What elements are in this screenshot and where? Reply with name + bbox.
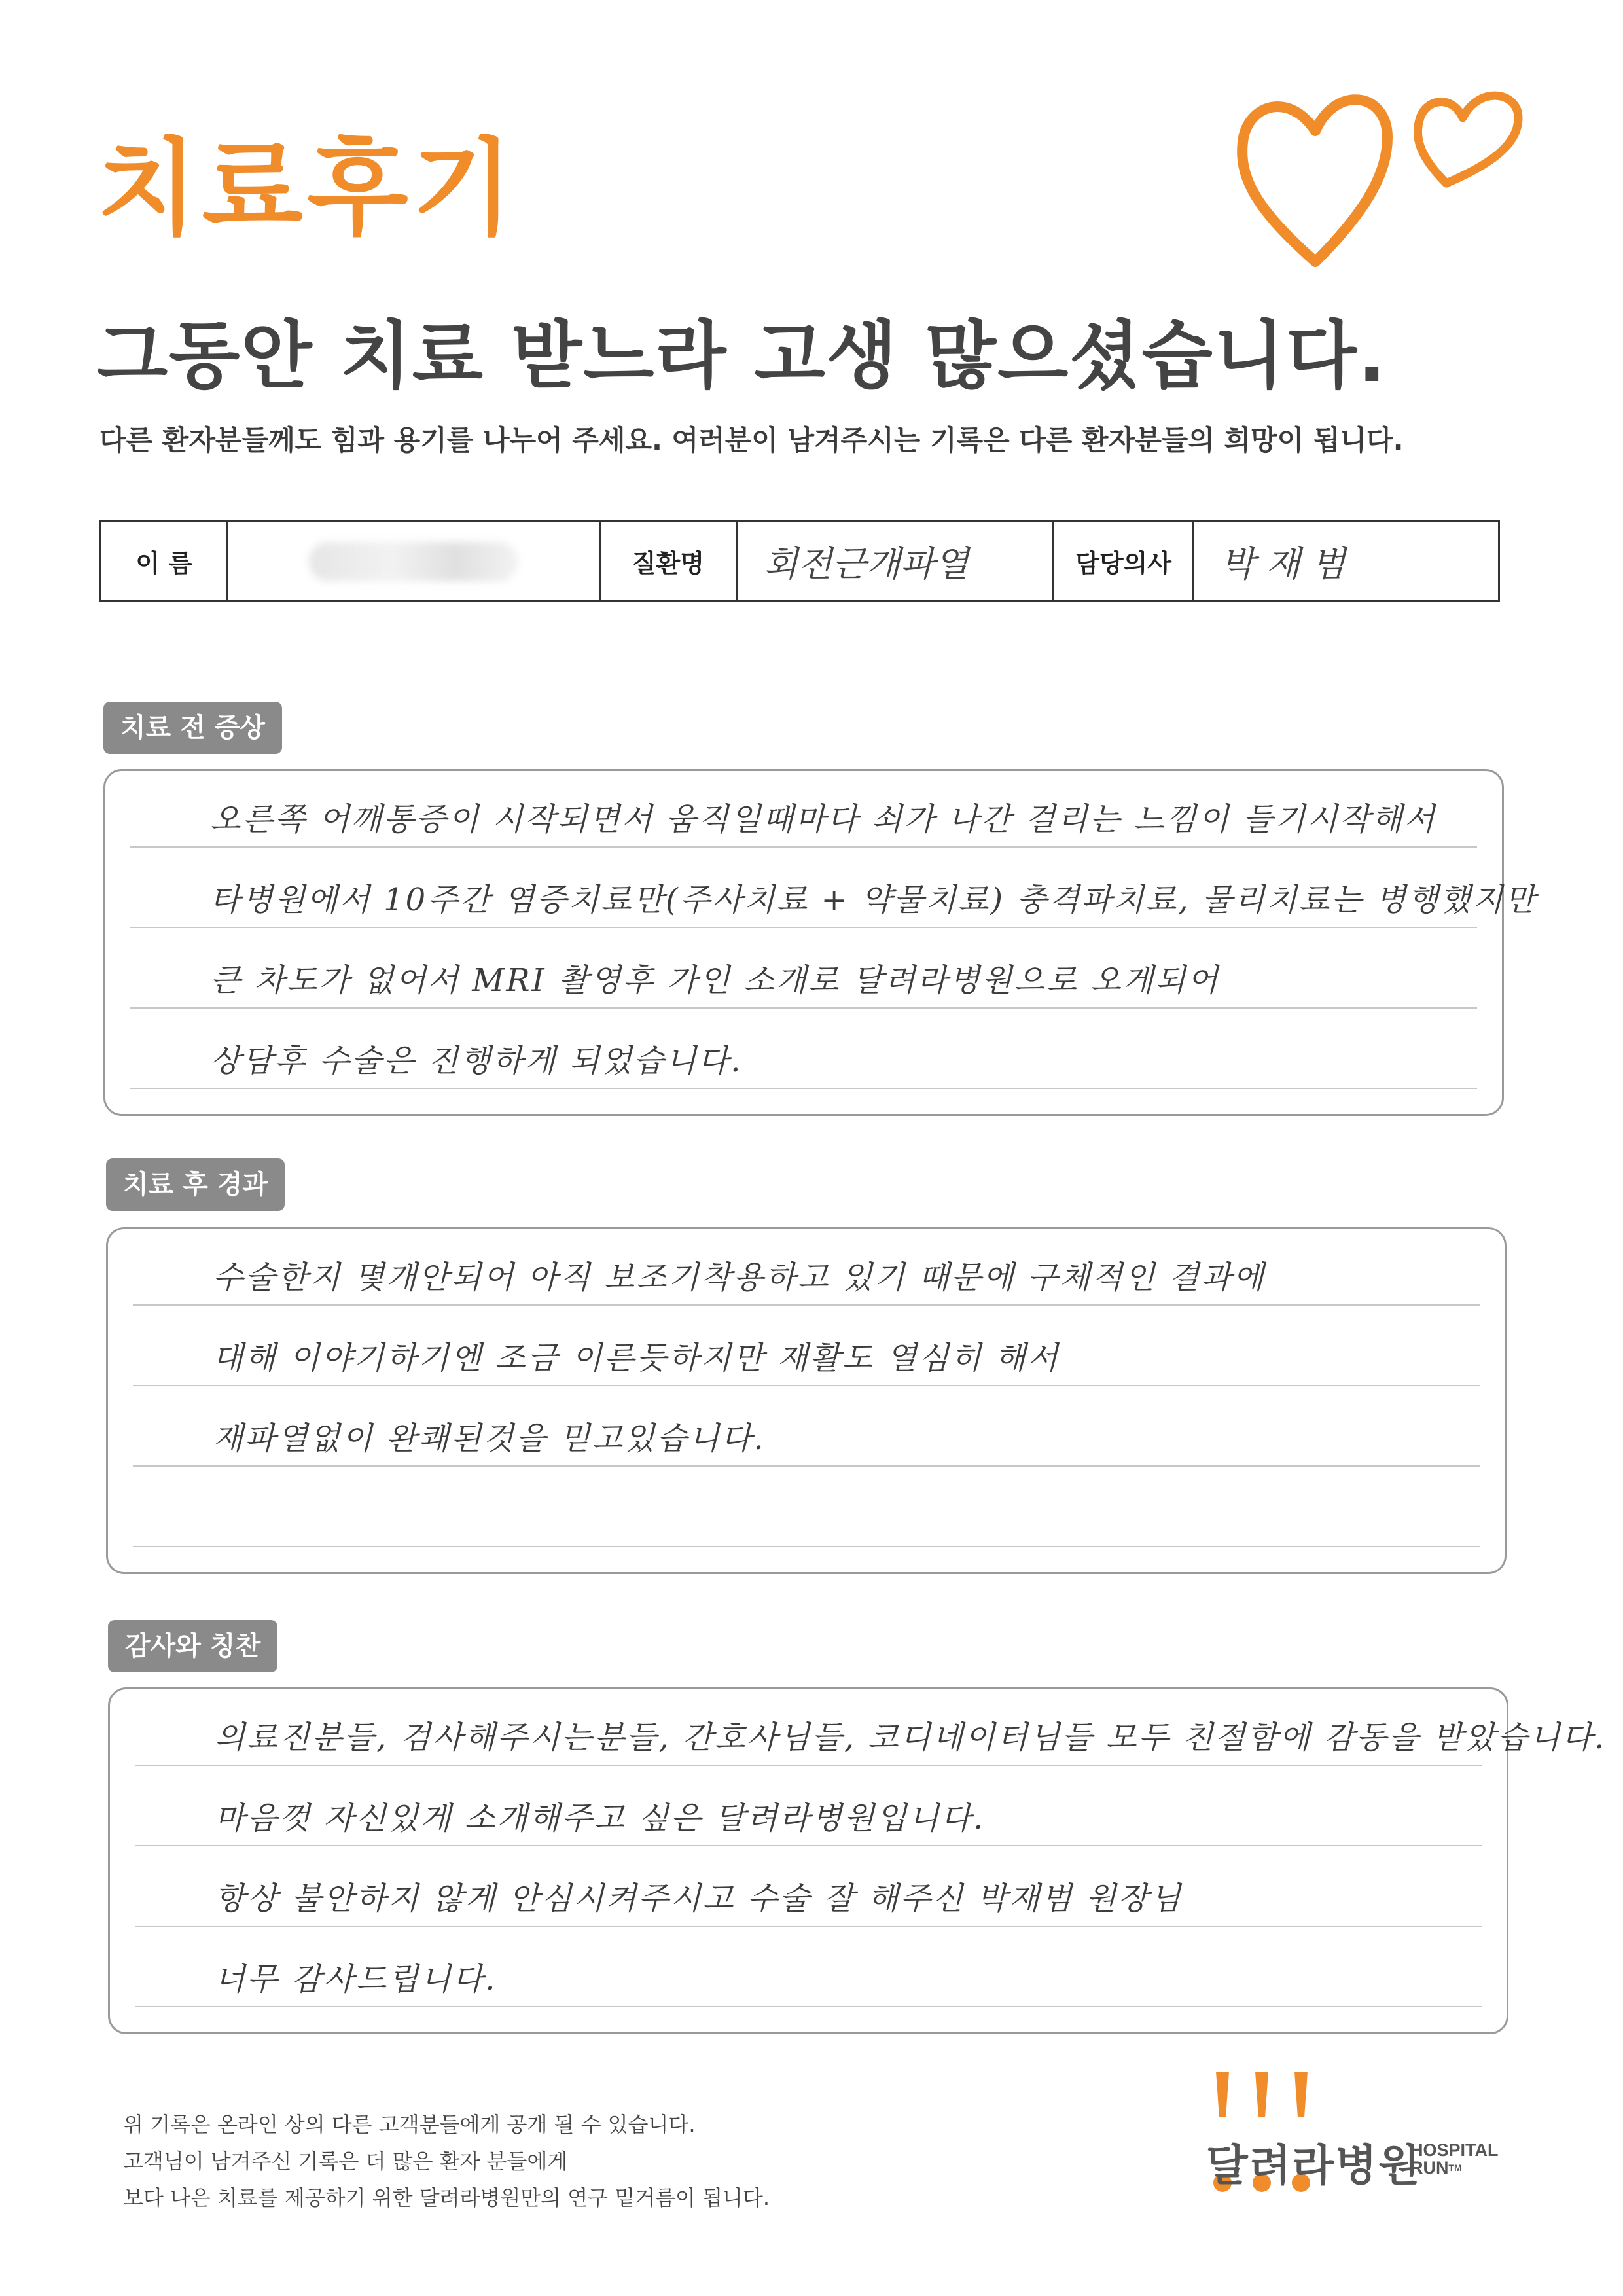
ruled-line (133, 1304, 1480, 1306)
section-tag-thanks: 감사와 칭찬 (108, 1620, 277, 1672)
disease-label: 질환명 (601, 522, 738, 600)
handwritten-line: 큰 차도가 없어서 MRI 촬영후 가인 소개로 달려라병원으로 오게되어 (210, 962, 1220, 999)
footer-notice (123, 2106, 770, 2216)
handwritten-line: 수술한지 몇개안되어 아직 보조기착용하고 있기 때문에 구체적인 결과에 (213, 1259, 1266, 1296)
logo-english-line2: RUN (1410, 2158, 1449, 2178)
headline: 그동안 치료 받느라 고생 많으셨습니다. (97, 314, 1387, 399)
ruled-line (135, 1926, 1482, 1927)
ruled-line (135, 1765, 1482, 1766)
doctor-value: 박 재 범 (1221, 543, 1346, 584)
logo-korean: 달려라병원 (1206, 2140, 1421, 2191)
ruled-line (135, 1845, 1482, 1846)
redacted-name (309, 542, 518, 581)
handwritten-line: 의료진분들, 검사해주시는분들, 간호사님들, 코디네이터님들 모두 친절함에 감동을 받았습니다. (215, 1719, 1607, 1756)
ruled-line (133, 1546, 1480, 1547)
section-box-after (106, 1227, 1507, 1574)
ruled-line (130, 846, 1477, 848)
logo-english-line1: HOSPITAL (1410, 2140, 1499, 2160)
hearts-decoration-icon (1230, 65, 1544, 288)
doctor-label: 담당의사 (1054, 522, 1194, 600)
handwritten-line: 대해 이야기하기엔 조금 이른듯하지만 재활도 열심히 해서 (213, 1340, 1060, 1376)
logo-trademark: TM (1448, 2162, 1462, 2173)
handwritten-line: 오른쪽 어깨통증이 시작되면서 움직일때마다 쇠가 나간 걸리는 느낌이 들기시작해서 (210, 801, 1436, 838)
footer-line: 보다 나은 치료를 제공하기 위한 달려라병원만의 연구 밑거름이 됩니다. (123, 2185, 770, 2210)
ruled-line (130, 1088, 1477, 1089)
name-label: 이 름 (101, 522, 228, 600)
section-box-before (103, 769, 1537, 1116)
handwritten-line: 재파열없이 완쾌된것을 믿고있습니다. (213, 1420, 766, 1457)
ruled-line (133, 1465, 1480, 1467)
handwritten-line: 타병원에서 10주간 염증치료만(주사치료 + 약물치료) 충격파치료, 물리치료는 병행했지만 (210, 882, 1537, 918)
section-tag-before: 치료 전 증상 (103, 702, 282, 754)
footer-line: 위 기록은 온라인 상의 다른 고객분들에게 공개 될 수 있습니다. (123, 2112, 696, 2137)
disease-value: 회전근개파열 (738, 522, 1054, 600)
name-value-redacted (228, 522, 600, 600)
ruled-line (130, 927, 1477, 928)
page-title: 치료후기 (97, 127, 518, 249)
handwritten-line: 항상 불안하지 않게 안심시켜주시고 수술 잘 해주신 박재범 원장님 (215, 1880, 1183, 1917)
ruled-line (135, 2006, 1482, 2007)
handwritten-line: 상담후 수술은 진행하게 되었습니다. (210, 1043, 743, 1079)
footer-line: 고객님이 남겨주신 기록은 더 많은 환자 분들에게 (123, 2149, 568, 2174)
ruled-line (130, 1007, 1477, 1009)
handwritten-line: 마음껏 자신있게 소개해주고 싶은 달려라병원입니다. (215, 1800, 986, 1837)
info-table (99, 520, 1500, 602)
section-tag-after: 치료 후 경과 (106, 1158, 285, 1211)
section-box-thanks (108, 1687, 1607, 2034)
handwritten-line: 너무 감사드립니다. (215, 1961, 497, 1998)
subline: 다른 환자분들께도 힘과 용기를 나누어 주세요. 여러분이 남겨주시는 기록은 다른 환자분들의 희망이 됩니다. (99, 424, 1404, 456)
logo-english (1410, 2142, 1499, 2177)
ruled-line (133, 1385, 1480, 1386)
